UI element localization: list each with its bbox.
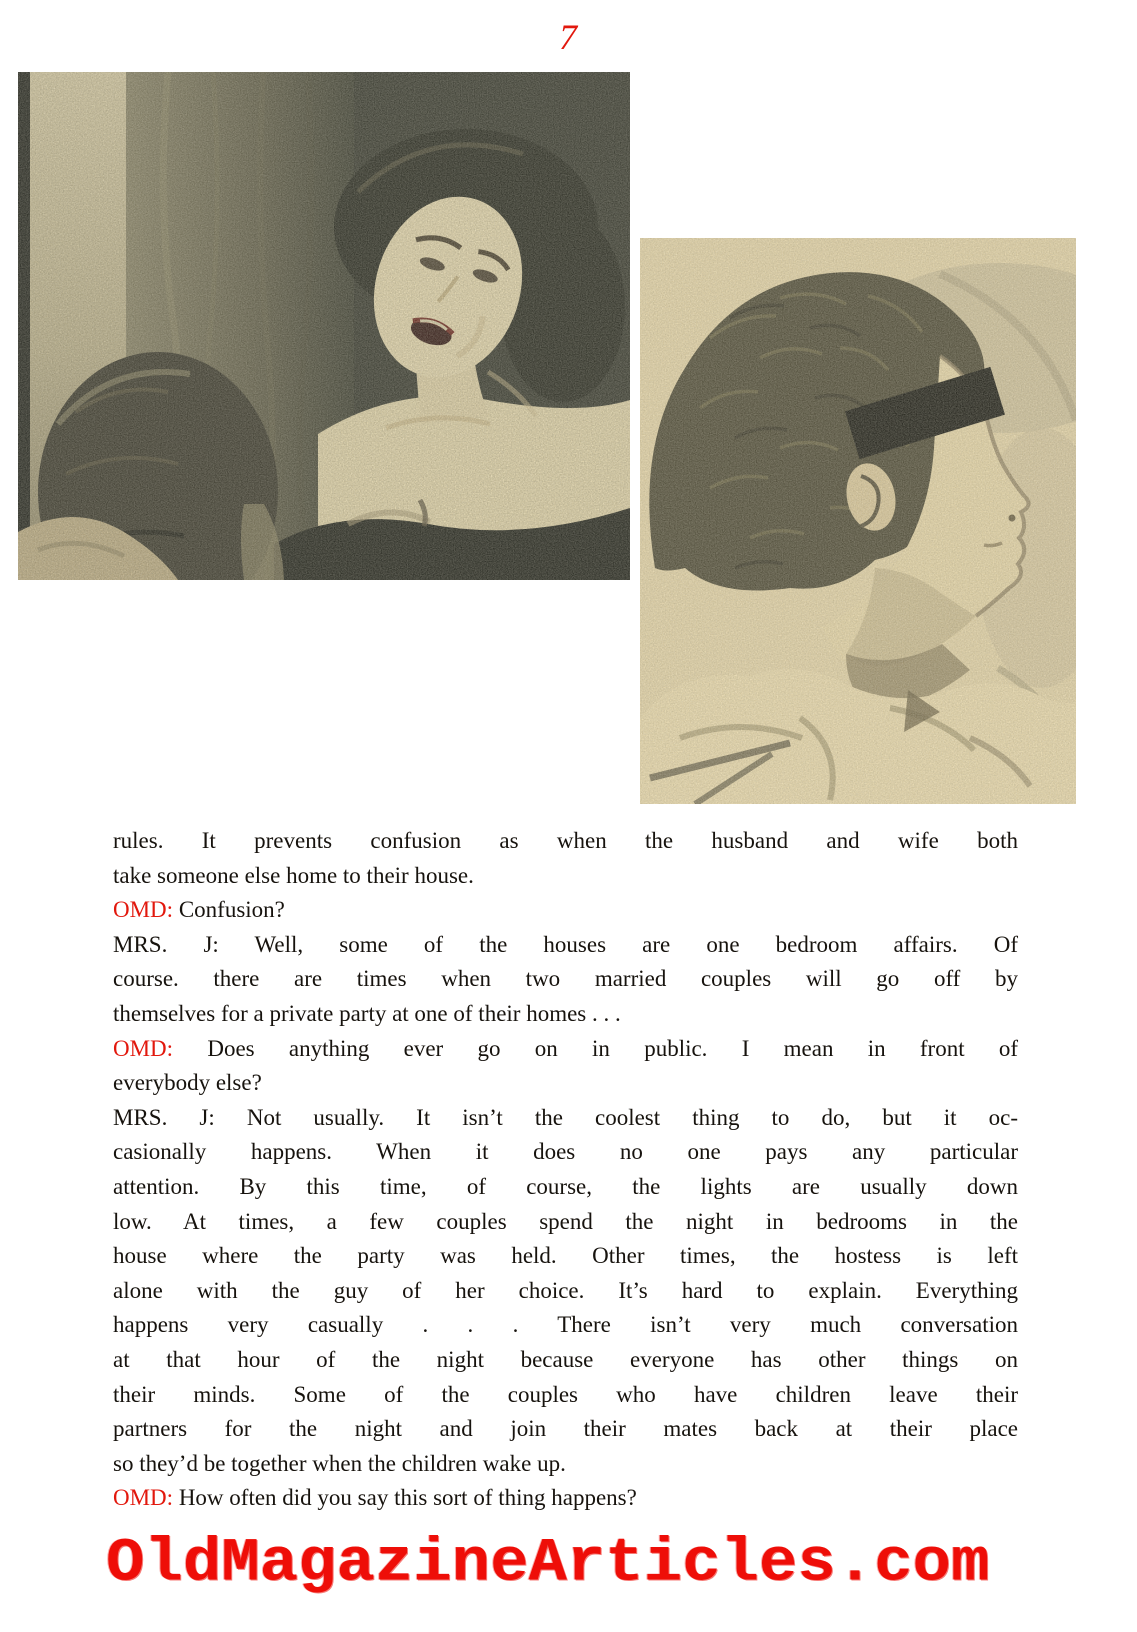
- dialogue-text: house where the party was held. Other times, the hostess is left: [113, 1243, 1018, 1269]
- speaker-label-mrs-j: MRS. J:: [113, 1104, 215, 1130]
- dialogue-text: course. there are times when two married couples will go off by: [113, 966, 1018, 992]
- dialogue-text: alone with the guy of her choice. It’s hard to explain. Everything: [113, 1277, 1018, 1303]
- dialogue-text: so they’d be together when the children wake up.: [113, 1450, 566, 1476]
- dialogue-text: partners for the night and join their mates back at their place: [113, 1416, 1018, 1442]
- dialogue-line: [113, 1274, 1018, 1309]
- dialogue-line: [113, 1481, 1018, 1516]
- dialogue-line: [113, 1412, 1018, 1447]
- dialogue-line: [113, 1378, 1018, 1413]
- dialogue-text: take someone else home to their house.: [113, 862, 474, 888]
- dialogue-text: Does anything ever go on in public. I mean in front of: [207, 1035, 1019, 1061]
- dialogue-text: everybody else?: [113, 1070, 262, 1096]
- dialogue-text: their minds. Some of the couples who have children leave their: [113, 1381, 1018, 1407]
- dialogue-line: [113, 928, 1018, 963]
- party-couple-photo: [18, 72, 630, 580]
- dialogue-line: [113, 824, 1018, 859]
- dialogue-line: [113, 1135, 1018, 1170]
- party-couple-photo-art: [18, 72, 630, 580]
- dialogue-line: [113, 1239, 1018, 1274]
- speaker-label-omd: OMD:: [113, 1035, 174, 1061]
- dialogue-line: [113, 1032, 1018, 1067]
- dialogue-line: [113, 997, 1018, 1032]
- dialogue-line: [113, 1343, 1018, 1378]
- dialogue-line: [113, 1308, 1018, 1343]
- dialogue-text: happens very casually . . . There isn’t very much conversation: [113, 1312, 1018, 1338]
- dialogue-text: Not usually. It isn’t the coolest thing to do, but it oc-: [246, 1104, 1018, 1130]
- dialogue-text: Confusion?: [178, 897, 285, 923]
- dialogue-line: [113, 859, 1018, 894]
- dialogue-line: [113, 893, 1018, 928]
- speaker-label-mrs-j: MRS. J:: [113, 931, 219, 957]
- page-number: 7: [559, 17, 578, 57]
- dialogue-line: [113, 962, 1018, 997]
- dialogue-text: rules. It prevents confusion as when the husband and wife both: [113, 828, 1018, 853]
- dialogue-text: themselves for a private party at one of their homes . . .: [113, 1000, 621, 1026]
- dialogue-text: casionally happens. When it does no one pays any particular: [113, 1139, 1018, 1165]
- dialogue-line: [113, 1170, 1018, 1205]
- sleeping-man-photo: [640, 238, 1076, 804]
- dialogue-line: [113, 1447, 1018, 1482]
- site-logo: OldMagazineArticles.com: [106, 1530, 990, 1599]
- dialogue-line: [113, 1066, 1018, 1101]
- dialogue-text: at that hour of the night because everyone has other things on: [113, 1346, 1018, 1372]
- speaker-label-omd: OMD:: [113, 1485, 174, 1511]
- dialogue-line: [113, 1205, 1018, 1240]
- dialogue-text: attention. By this time, of course, the lights are usually down: [113, 1173, 1018, 1199]
- speaker-label-omd: OMD:: [113, 897, 174, 923]
- dialogue-text: Well, some of the houses are one bedroom affairs. Of: [254, 931, 1018, 957]
- interview-text: [113, 824, 1018, 1516]
- dialogue-line: [113, 1101, 1018, 1136]
- dialogue-text: How often did you say this sort of thing happens?: [178, 1485, 637, 1511]
- sleeping-man-photo-art: [640, 238, 1076, 804]
- dialogue-text: low. At times, a few couples spend the night in bedrooms in the: [113, 1208, 1018, 1234]
